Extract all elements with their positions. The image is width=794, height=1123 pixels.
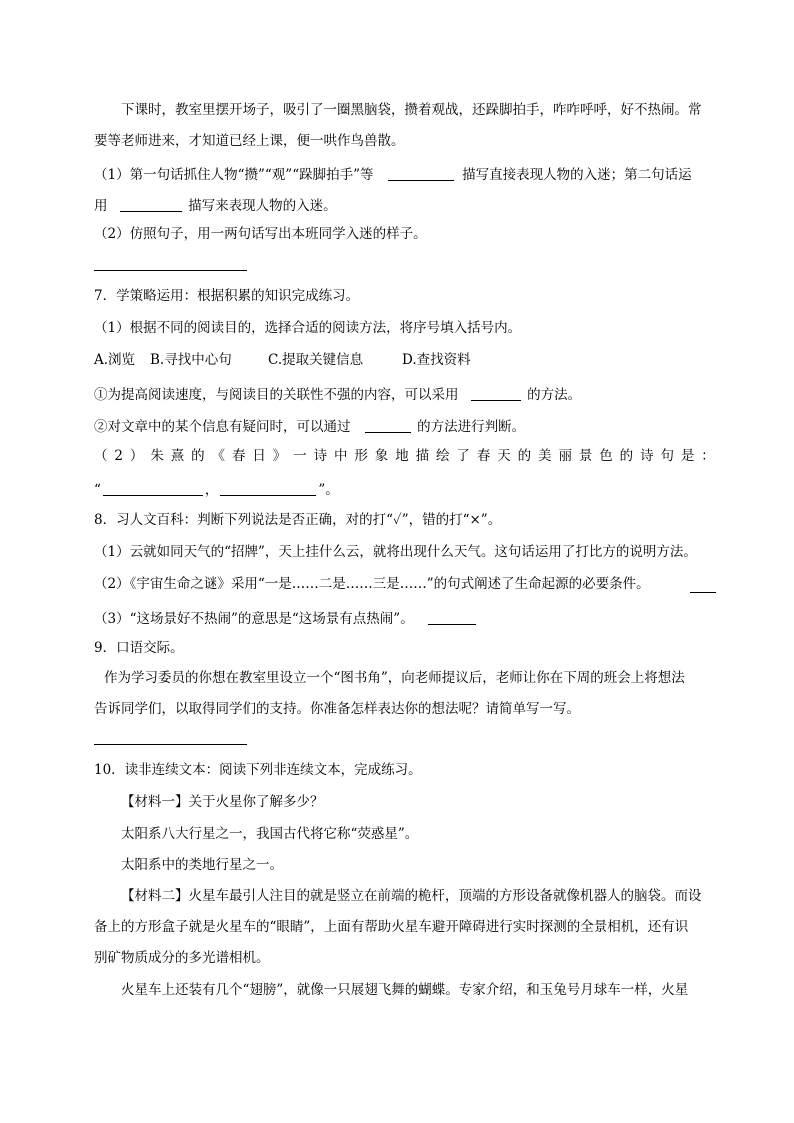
q9-title: 9．口语交际。 xyxy=(94,640,184,656)
q7-title: 7．学策略运用：根据积累的知识完成练习。 xyxy=(94,288,360,304)
q6-passage-line2: 要等老师进来，才知道已经上课，便一哄作鸟兽散。 xyxy=(94,133,405,149)
q7-options xyxy=(94,354,471,368)
glyph: 象 xyxy=(374,448,389,464)
answer-line[interactable] xyxy=(94,744,247,745)
glyph: 日 xyxy=(252,448,266,464)
q6-sub1-text-d: 描写来表现人物的入迷。 xyxy=(188,198,337,214)
glyph: 诗 xyxy=(313,448,328,464)
q10-material1-line2: 太阳系中的类地行星之一。 xyxy=(121,857,283,873)
glyph: 春 xyxy=(231,448,246,464)
glyph: 丽 xyxy=(558,448,572,464)
q7-item1-text-b: 的方法。 xyxy=(527,387,582,403)
q7-sub1: （1）根据不同的阅读目的，选择合适的阅读方法，将序号填入括号内。 xyxy=(94,320,522,336)
glyph: 2 xyxy=(114,448,123,464)
q10-material2-line1: 【材料二】火星车最引人注目的就是竖立在前端的桅杆，顶端的方形设备就像机器人的脑袋。而设 xyxy=(121,888,702,904)
option-a: A.浏览 xyxy=(94,352,136,368)
q7-sub2-line1 xyxy=(94,450,715,464)
q10-material2-line2: 备上的方形盒子就是火星车的“眼睛”，上面有帮助火星车避开障碍进行实时探测的全景相机，还有识 xyxy=(94,919,689,935)
glyph: 是 xyxy=(680,448,695,464)
q9-line2: 告诉同学们，以取得同学们的支持。你准备怎样表达你的想法呢？请简单写一写。 xyxy=(94,701,580,717)
glyph: 《 xyxy=(211,448,226,464)
q7-sub2-text xyxy=(94,450,715,464)
q8-statement1: （1）云就如同天气的“招牌”，天上挂什么云，就将出现什么天气。这句话运用了打比方的说明方法。 xyxy=(94,544,697,560)
q8-statement2-text: （2）《宇宙生命之谜》采用“一是……二是……三是……”的句式阐述了生命起源的必要条件。 xyxy=(94,576,650,592)
q8-title: 8．习人文百科：判断下列说法是否正确，对的打“✓”，错的打“×”。 xyxy=(94,512,502,528)
glyph: 天 xyxy=(497,448,511,464)
glyph: ： xyxy=(701,448,715,464)
answer-blank[interactable] xyxy=(220,481,316,496)
q6-sub1-text-a: （1）第一句话抓住人物“攒”“观”“跺脚拍手”等 xyxy=(94,167,374,183)
answer-blank[interactable] xyxy=(365,418,411,433)
glyph: 了 xyxy=(456,448,470,464)
glyph: 诗 xyxy=(640,448,654,464)
glyph: 绘 xyxy=(436,448,450,464)
q10-material1-line1: 太阳系八大行星之一，我国古代将它称“荧惑星”。 xyxy=(121,826,419,842)
answer-line[interactable] xyxy=(690,592,716,593)
close-quote: ”。 xyxy=(318,482,339,498)
q6-sub1-line2 xyxy=(94,197,337,214)
glyph: 景 xyxy=(578,448,593,464)
q10-title: 10．读非连续文本：阅读下列非连续文本，完成练习。 xyxy=(94,762,422,778)
q8-statement2 xyxy=(94,578,650,592)
answer-blank[interactable] xyxy=(428,610,476,625)
answer-line[interactable] xyxy=(94,270,247,271)
q8-statement3-text: （3）“这场景好不热闹”的意思是“这场景有点热闹”。 xyxy=(94,611,414,627)
q6-sub1-line1 xyxy=(94,166,692,183)
q6-sub1-text-b: 描写直接表现人物的入迷；第二句话运 xyxy=(462,167,692,183)
q9-line1: 作为学习委员的你想在教室里设立一个“图书角”，向老师提议后，老师让你在下周的班会上将想法 xyxy=(104,670,685,686)
glyph: 朱 xyxy=(150,448,164,464)
glyph: 美 xyxy=(538,448,552,464)
glyph: 描 xyxy=(415,448,430,464)
glyph: 的 xyxy=(619,448,634,464)
comma: ， xyxy=(204,482,219,498)
glyph: 的 xyxy=(191,448,205,464)
glyph: 熹 xyxy=(170,448,185,464)
q7-item2-text-b: 的方法进行判断。 xyxy=(417,419,526,435)
q7-item2 xyxy=(94,418,525,435)
q7-item1-text-a: ①为提高阅读速度，与阅读目的关联性不强的内容，可以采用 xyxy=(94,387,459,403)
glyph: ） xyxy=(129,448,144,464)
glyph: 形 xyxy=(354,448,368,464)
q6-passage-line1: 下课时，教室里摆开场子，吸引了一圈黑脑袋，攒着观战，还跺脚拍手，咋咋呼呼，好不热闹。常 xyxy=(121,102,702,118)
glyph: （ xyxy=(94,448,108,464)
glyph: 地 xyxy=(395,448,409,464)
answer-blank[interactable] xyxy=(103,481,203,496)
q8-statement3 xyxy=(94,610,476,627)
glyph: 中 xyxy=(333,448,348,464)
option-b: B.寻找中心句 xyxy=(150,352,232,368)
q7-item2-text-a: ②对文章中的某个信息有疑问时，可以通过 xyxy=(94,419,351,435)
q10-material1-title: 【材料一】关于火星你了解多少？ xyxy=(121,794,324,810)
option-c: C.提取关键信息 xyxy=(268,352,364,368)
q6-sub1-text-c: 用 xyxy=(94,198,108,214)
q7-sub2-line2 xyxy=(94,481,339,498)
answer-blank[interactable] xyxy=(120,197,182,212)
open-quote: “ xyxy=(94,482,101,498)
q7-item1 xyxy=(94,386,581,403)
glyph: 色 xyxy=(599,448,613,464)
option-d: D.查找资料 xyxy=(402,352,471,368)
glyph: 春 xyxy=(476,448,491,464)
glyph: 》 xyxy=(272,448,287,464)
glyph: 的 xyxy=(517,448,532,464)
glyph: 句 xyxy=(660,448,674,464)
glyph: 一 xyxy=(293,448,307,464)
answer-blank[interactable] xyxy=(471,386,521,401)
answer-blank[interactable] xyxy=(388,166,454,181)
q10-material2-line4: 火星车上还装有几个“翅膀”，就像一只展翅飞舞的蝴蝶。专家介绍，和玉兔号月球车一样，火星 xyxy=(121,982,689,998)
q6-sub2: （2）仿照句子，用一两句话写出本班同学入迷的样子。 xyxy=(94,226,427,242)
q10-material2-line3: 别矿物质成分的多光谱相机。 xyxy=(94,950,270,966)
